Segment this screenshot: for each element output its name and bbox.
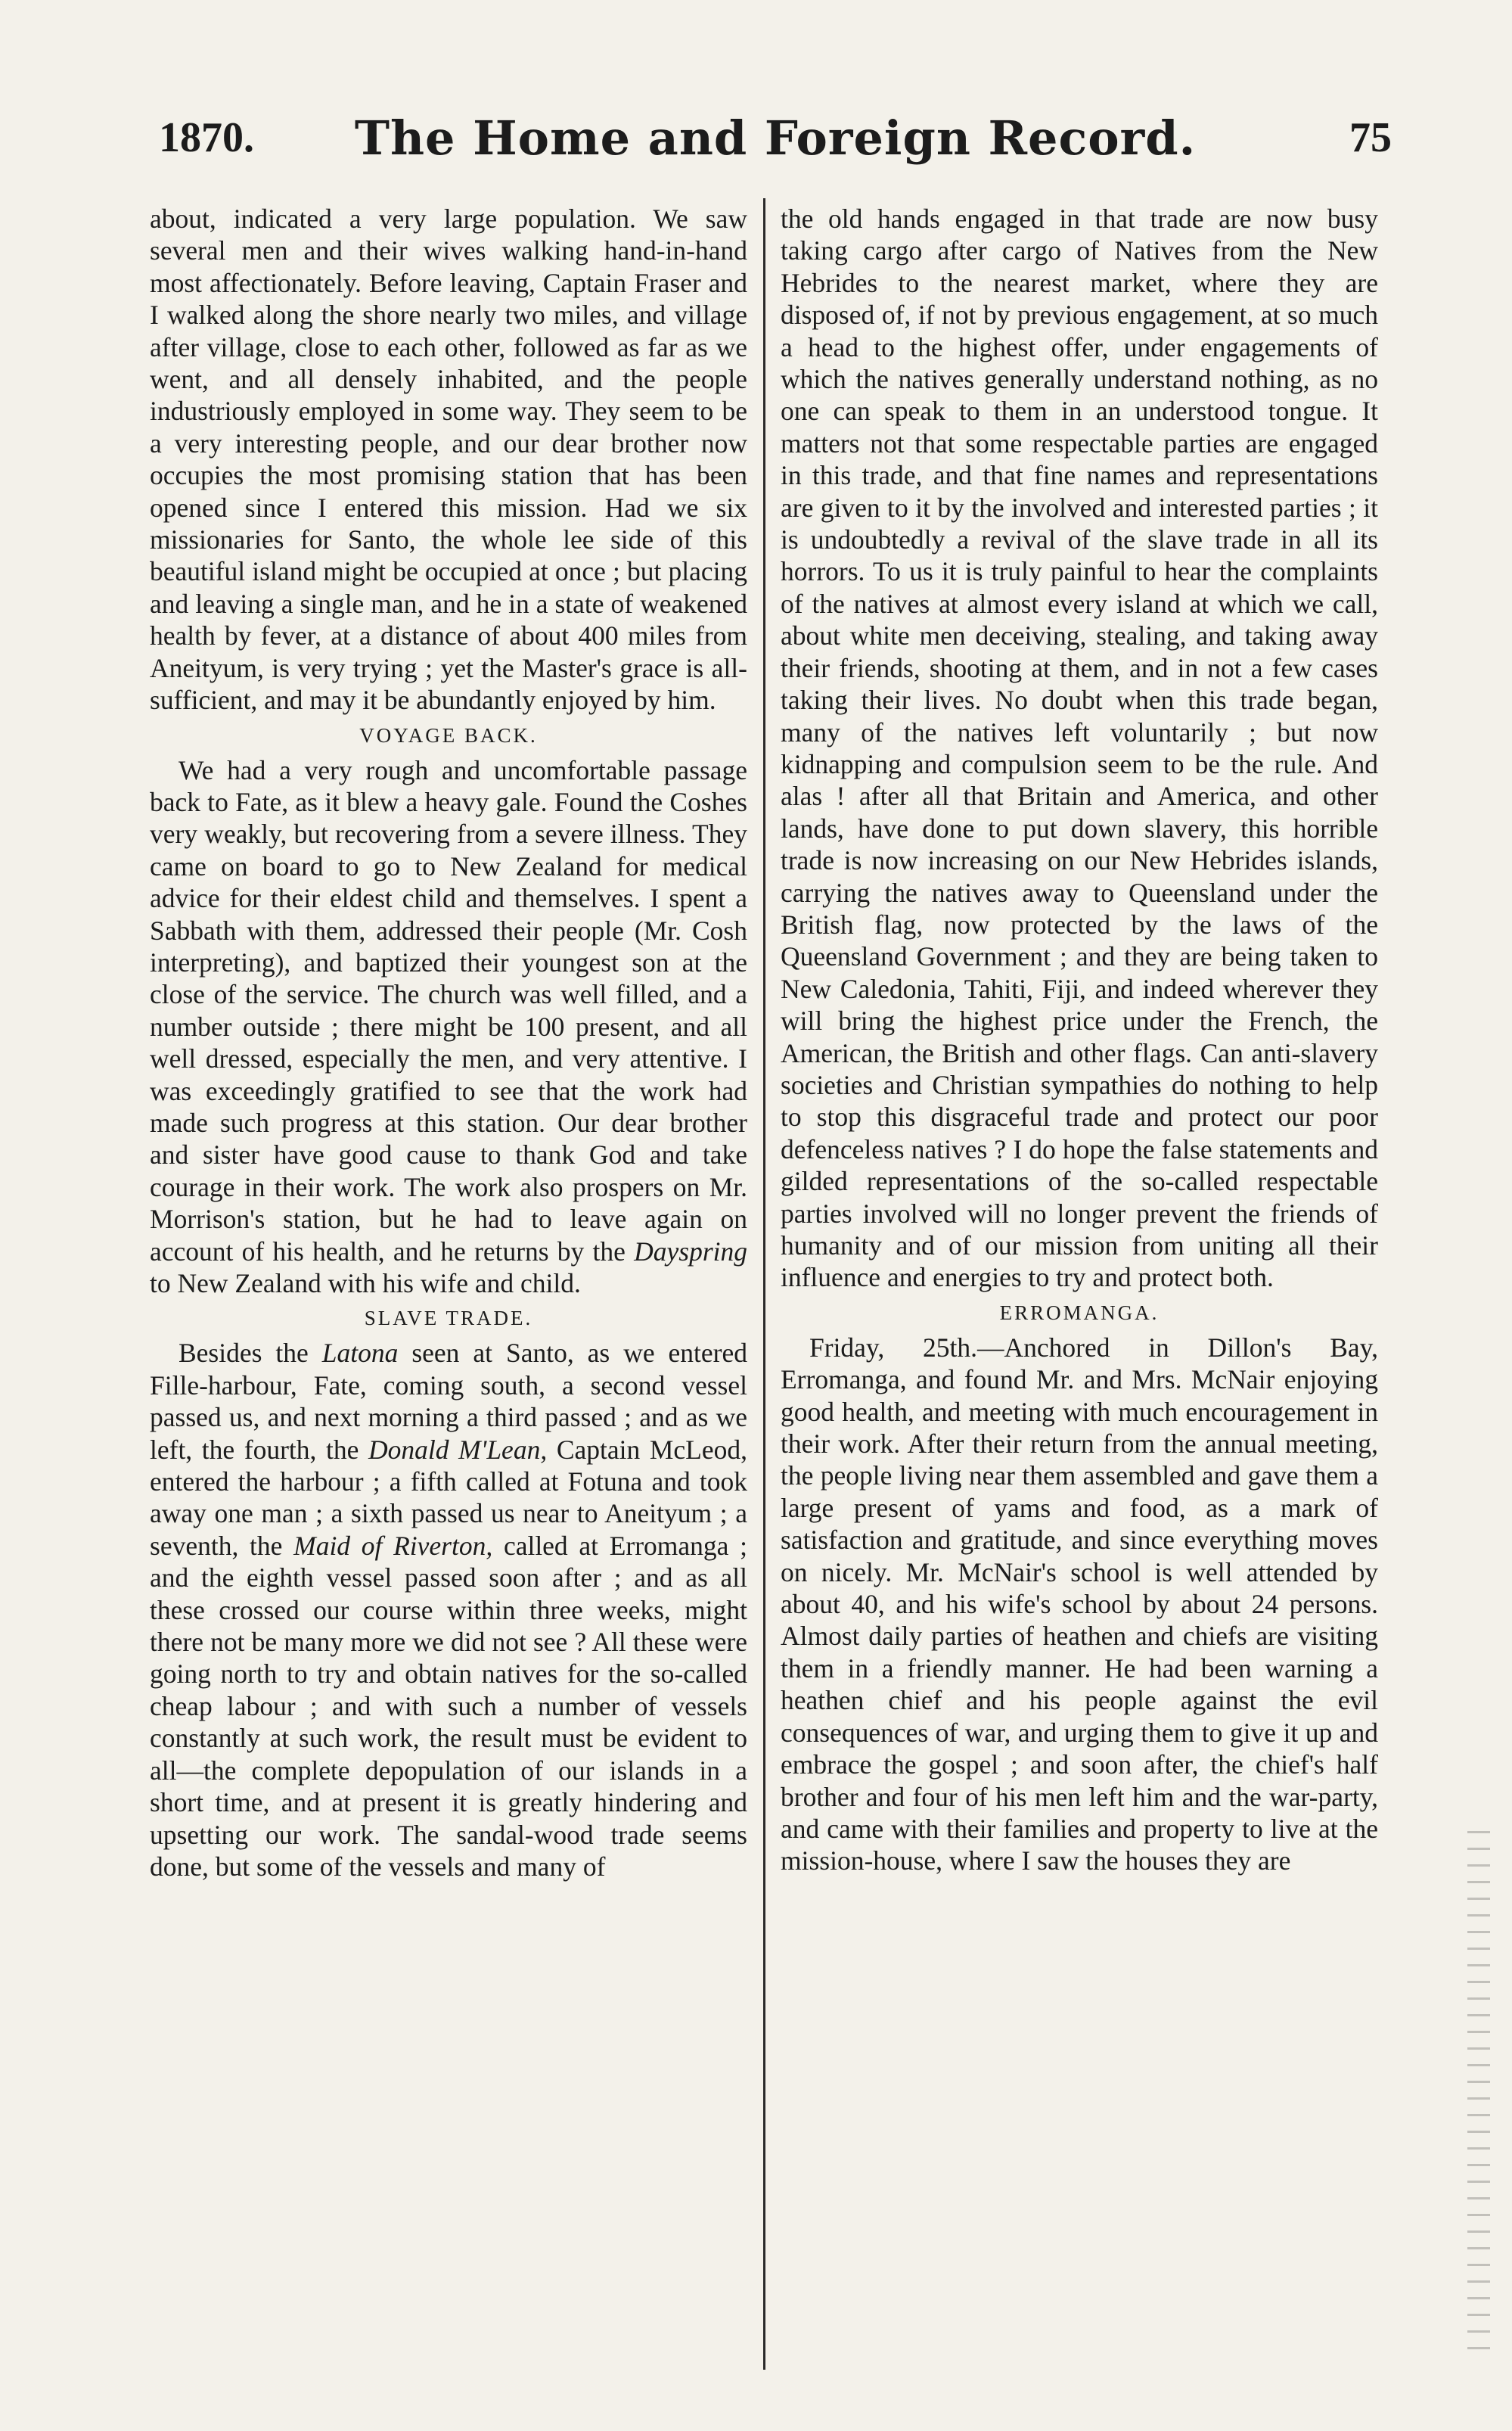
left-paragraph-2-end: to New Zealand with his wife and child. [150, 1268, 581, 1298]
section-heading-voyage-back: VOYAGE BACK. [359, 723, 538, 747]
section-heading-erromanga: ERROMANGA. [999, 1301, 1160, 1324]
left-paragraph-2 [150, 754, 747, 1300]
page-header [151, 110, 1399, 174]
ship-name-maid-of-riverton: Maid of Riverton, [293, 1530, 493, 1561]
left-paragraph-3-d: called at Erromanga ; and the eighth vessel passed soon after ; and as all these crossed our course within three weeks, might there not be many more we did not see ? All these were going north to try and obtain natives for the so-called cheap labour ; and with such a number of vessels constantly at such work, the result must be evident to all—the complete depopulation of our islands in a short time, and at present it is greatly hindering and upsetting our work. The sandal-wood trade seems done, but some of the vessels and many of [150, 1530, 748, 1882]
page-number: 75 [1349, 114, 1392, 161]
right-paragraph-2: Friday, 25th.—Anchored in Dillon's Bay, Erromanga, and found Mr. and Mrs. McNair enjoying good health, and meeting with much encouragement in their work. After their return from the annual meeting, the people living near them assembled and gave them a large present of yams and food, as a mark of satisfaction and gratitude, and since everything moves on nicely. Mr. McNair's school is well attended by about 40, and his wife's school by about 24 persons. Almost daily parties of heathen and chiefs are visiting them in a friendly manner. He had been warning a heathen chief and his people against the evil consequences of war, and urging them to give it up and embrace the gospel ; and soon after, the chief's half brother and four of his men left him and the war-party, and came with their families and property to live at the mission-house, where I saw the houses they are [781, 1332, 1378, 1876]
journal-title: The Home and Foreign Record. [354, 110, 1197, 166]
ship-name-donald-mlean: Donald M'Lean, [368, 1434, 548, 1465]
right-paragraph-1: the old hands engaged in that trade are now busy taking cargo after cargo of Natives from the New Hebrides to the nearest market, where they are disposed of, if not by previous engagement, at so much a head to the highest offer, under engagements of which the natives generally understand nothing, as no one can speak to them in an understood tongue. It matters not that some respectable parties are engaged in this trade, and that fine names and representations are given to it by the involved and interested parties ; it is undoubtedly a revival of the slave trade in all its horrors. To us it is truly painful to hear the complaints of the natives at almost every island at which we call, about white men deceiving, stealing, and taking away their friends, shooting at them, and in not a few cases taking their lives. No doubt when this trade began, many of the natives left voluntarily ; but now kidnapping and compulsion seem to be the rule. And alas ! after all that Britain and America, and other lands, have done to put down slavery, this horrible trade is now increasing on our New Hebrides islands, carrying the natives away to Queensland under the British flag, now protected by the laws of the Queensland Government ; and they are being taken to New Caledonia, Tahiti, Fiji, and indeed wherever they will bring the highest price under the French, the American, the British and other flags. Can anti-slavery societies and Christian sympathies do nothing to help to stop this disgraceful trade and protect our poor defenceless natives ? I do hope the false statements and gilded representations of the so-called respectable parties involved will no longer prevent the friends of humanity and of our mission from uniting all their influence and energies to try and protect both. [781, 204, 1378, 1293]
left-paragraph-2-text: We had a very rough and uncomfortable passage back to Fate, as it blew a heavy gale. Found the Coshes very weakly, but recovering from a severe illness. They came on board to go to New Zealand for medical advice for their eldest child and themselves. I spent a Sabbath with them, addressed their people (Mr. Cosh interpreting), and baptized their youngest son at the close of the service. The church was well filled, and a number outside ; there might be 100 present, and all well dressed, especially the men, and very attentive. I was exceedingly gratified to see that the work had made such progress at this station. Our dear brother and sister have good cause to thank God and take courage in their work. The work also prospers on Mr. Morrison's station, but he had to leave again on account of his health, and he returns by the [150, 754, 747, 1267]
left-paragraph-3-c: Captain McLeod, entered the harbour ; a fifth called at Fotuna and took away one man ; a sixth passed us near to Aneityum ; a seventh, the [150, 1434, 748, 1561]
left-column [150, 203, 747, 1882]
ship-name-latona: Latona [321, 1338, 399, 1369]
left-paragraph-1: about, indicated a very large population. We saw several men and their wives walking hand-in-hand most affectionately. Before leaving, Captain Fraser and I walked along the shore nearly two miles, and village after village, close to each other, followed as far as we went, and all densely inhabited, and the people industriously employed in some way. They seem to be a very interesting people, and our dear brother now occupies the most promising station that has been opened since I entered this mission. Had we six missionaries for Santo, the whole lee side of this beautiful island might be occupied at once ; but placing and leaving a single man, and he in a state of weakened health by fever, at a distance of about 400 miles from Aneityum, is very trying ; yet the Master's grace is all-sufficient, and may it be abundantly enjoyed by him. [150, 204, 747, 716]
ship-name-dayspring: Dayspring [634, 1236, 747, 1267]
header-year: 1870. [159, 114, 254, 161]
right-column [781, 203, 1378, 1877]
left-paragraph-3 [150, 1337, 747, 1882]
column-divider [763, 198, 765, 2370]
margin-print-marks [1467, 1831, 1490, 2361]
section-heading-slave-trade: SLAVE TRADE. [364, 1307, 533, 1330]
left-paragraph-3-b: seen at Santo, as we entered Fille-harbour, Fate, coming south, a second vessel passed us, and next morning a third passed ; and as we left, the fourth, the [150, 1338, 748, 1465]
left-paragraph-3-a: Besides the [179, 1338, 309, 1369]
